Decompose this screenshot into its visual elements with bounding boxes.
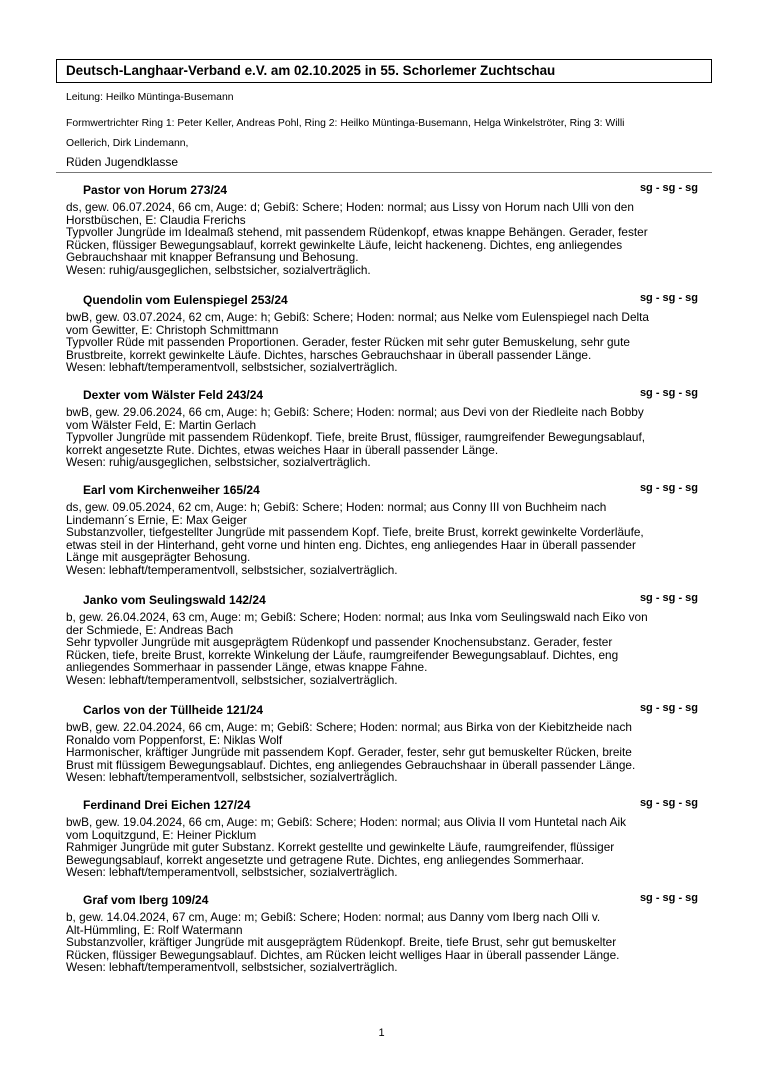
grade: sg - sg - sg xyxy=(639,702,698,714)
entry-text-line: Wesen: lebhaft/temperamentvoll, selbstsicher, sozialverträglich. xyxy=(66,960,398,974)
page-number: 1 xyxy=(378,1027,385,1039)
entry-header xyxy=(66,387,706,407)
entry-text-line: Wesen: lebhaft/temperamentvoll, selbstsicher, sozialverträglich. xyxy=(66,562,398,577)
entry-header xyxy=(66,292,706,312)
entry-text-line: bwB, gew. 03.07.2024, 62 cm, Auge: h; Gebiß: Schere; Hoden: normal; aus Nelke vom Eulenspiegel nach Delta xyxy=(66,310,649,324)
dog-name: Janko vom Seulingswald 142/24 xyxy=(83,593,266,607)
entry-text-line: bwB, gew. 29.06.2024, 66 cm, Auge: h; Gebiß: Schere; Hoden: normal; aus Devi von der Riedleite nach Bobby xyxy=(66,405,644,419)
dog-entry xyxy=(66,387,706,470)
leitung-line: Leitung: Heilko Müntinga-Busemann xyxy=(66,92,234,103)
entry-text-line: Wesen: lebhaft/temperamentvoll, selbstsicher, sozialverträglich. xyxy=(66,770,398,784)
grade: sg - sg - sg xyxy=(639,182,698,194)
entry-text-line: der Schmiede, E: Andreas Bach xyxy=(66,622,234,637)
dog-entry xyxy=(66,482,706,577)
entry-text-line: Substanzvoller, kräftiger Jungrüde mit ausgeprägtem Rüdenkopf. Breite, tiefe Brust, sehr gut bemuskelter xyxy=(66,935,617,949)
dog-name: Pastor von Horum 273/24 xyxy=(83,183,228,197)
grade: sg - sg - sg xyxy=(639,797,698,809)
dog-name: Carlos von der Tüllheide 121/24 xyxy=(83,703,264,717)
judges-line-1: Formwertrichter Ring 1: Peter Keller, Andreas Pohl, Ring 2: Heilko Müntinga-Busemann, Helga Winkelströter, Ring 3: Willi xyxy=(66,118,625,129)
entry-text-line: vom Loquitzgund, E: Heiner Picklum xyxy=(66,827,257,842)
entry-text-line: Brust mit flüssigem Bewegungsablauf. Dichtes, eng anliegendes Gebrauchshaar in überall passender Länge. xyxy=(66,757,636,772)
dog-entry xyxy=(66,592,706,687)
entry-text-line: Wesen: lebhaft/temperamentvoll, selbstsicher, sozialverträglich. xyxy=(66,360,398,374)
dog-name: Ferdinand Drei Eichen 127/24 xyxy=(83,798,251,812)
entry-text-line: Alt-Hümmling, E: Rolf Watermann xyxy=(66,922,243,937)
entry-text-line: Wesen: lebhaft/temperamentvoll, selbstsicher, sozialverträglich. xyxy=(66,672,398,687)
class-title: Rüden Jugendklasse xyxy=(66,155,179,169)
dog-entry xyxy=(66,892,706,975)
entry-header xyxy=(66,182,706,202)
grade: sg - sg - sg xyxy=(639,592,698,604)
grade: sg - sg - sg xyxy=(639,892,698,904)
entry-text-line: Lindemann´s Ernie, E: Max Geiger xyxy=(66,512,247,527)
entry-text-line: anliegendes Sommerhaar in passender Länge, etwas knappe Fahne. xyxy=(66,660,428,674)
dog-entry xyxy=(66,797,706,880)
entry-text-line: Substanzvoller, tiefgestellter Jungrüde mit passendem Kopf. Tiefe, breite Brust, korrekt gewinkelte Vorderläufe, xyxy=(66,525,644,539)
entry-text-line: Rahmiger Jungrüde mit guter Substanz. Korrekt gestellte und gewinkelte Läufe, raumgreifender, flüssiger xyxy=(66,840,615,854)
entry-text-line: Gebrauchshaar mit knapper Befransung und Behosung. xyxy=(66,250,359,264)
entry-text-line: vom Gewitter, E: Christoph Schmittmann xyxy=(66,322,279,337)
entry-text-line: Sehr typvoller Jungrüde mit ausgeprägtem Rüdenkopf und passender Knochensubstanz. Gerader, fester xyxy=(66,635,613,649)
grade: sg - sg - sg xyxy=(639,292,698,304)
entry-text-line: Rücken, flüssiger Bewegungsablauf, korrekt gewinkelte Läufe, leicht hackeneng. Dichtes, eng anliegendes xyxy=(66,237,623,252)
entry-header xyxy=(66,892,706,912)
entry-text-line: Typvoller Rüde mit passenden Proportionen. Gerader, fester Rücken mit sehr guter Bemuskelung, sehr gute xyxy=(66,335,630,349)
entry-text-line: vom Wälster Feld, E: Martin Gerlach xyxy=(66,417,257,432)
header-divider xyxy=(56,172,712,173)
entry-text-line: etwas steil in der Hinterhand, geht vorne und hinten eng. Dichtes, eng anliegendes Haar in überall passender xyxy=(66,537,636,552)
entry-text-line: Typvoller Jungrüde mit passendem Rüdenkopf. Tiefe, breite Brust, flüssiger, raumgreifender Bewegungsablauf, xyxy=(66,430,646,444)
dog-entry xyxy=(66,182,706,277)
dog-name: Quendolin vom Eulenspiegel 253/24 xyxy=(83,293,288,307)
entry-text-line: b, gew. 14.04.2024, 67 cm, Auge: m; Gebiß: Schere; Hoden: normal; aus Danny vom Iberg nach Olli v. xyxy=(66,910,601,924)
document-title: Deutsch-Langhaar-Verband e.V. am 02.10.2025 in 55. Schorlemer Zuchtschau xyxy=(66,63,556,78)
grade: sg - sg - sg xyxy=(639,482,698,494)
entry-header xyxy=(66,702,706,722)
entry-header xyxy=(66,592,706,612)
entry-text-line: Länge mit ausgeprägter Behosung. xyxy=(66,550,251,564)
entry-text-line: Wesen: ruhig/ausgeglichen, selbstsicher, sozialverträglich. xyxy=(66,455,371,469)
entry-text-line: Brustbreite, korrekt gewinkelte Läufe. Dichtes, harsches Gebrauchshaar in überall passender Länge. xyxy=(66,347,592,362)
entry-text-line: korrekt angesetzte Rute. Dichtes, etwas weiches Haar in überall passender Länge. xyxy=(66,442,499,457)
entry-text-line: ds, gew. 09.05.2024, 62 cm, Auge: h; Gebiß: Schere; Hoden: normal; aus Conny III von Buchheim nach xyxy=(66,500,607,514)
entry-text-line: Wesen: ruhig/ausgeglichen, selbstsicher, sozialverträglich. xyxy=(66,262,371,277)
entry-text-line: Horstbüschen, E: Claudia Frerichs xyxy=(66,212,246,227)
entry-text-line: Rücken, flüssiger Bewegungsablauf. Dichtes, am Rücken leicht welliges Haar in überall passender Länge. xyxy=(66,947,620,962)
entry-text-line: bwB, gew. 22.04.2024, 66 cm, Auge: m; Gebiß: Schere; Hoden: normal; aus Birka von der Kiebitzheide nach xyxy=(66,720,632,734)
entry-text-line: b, gew. 26.04.2024, 63 cm, Auge: m; Gebiß: Schere; Hoden: normal; aus Inka vom Seulingswald nach Eiko von xyxy=(66,610,648,624)
dog-entry xyxy=(66,292,706,375)
dog-name: Earl vom Kirchenweiher 165/24 xyxy=(83,483,260,497)
entry-text-line: Wesen: lebhaft/temperamentvoll, selbstsicher, sozialverträglich. xyxy=(66,865,398,879)
entry-text-line: bwB, gew. 19.04.2024, 66 cm, Auge: m; Gebiß: Schere; Hoden: normal; aus Olivia II vom Huntetal nach Aik xyxy=(66,815,626,829)
grade: sg - sg - sg xyxy=(639,387,698,399)
entry-text-line: Harmonischer, kräftiger Jungrüde mit passendem Kopf. Gerader, fester, sehr gut bemuskelter Rücken, breite xyxy=(66,745,632,759)
entry-text-line: Typvoller Jungrüde im Idealmaß stehend, mit passendem Rüdenkopf, etwas knappe Behängen. Gerader, fester xyxy=(66,225,648,239)
entry-header xyxy=(66,482,706,502)
title-box xyxy=(56,59,712,83)
entry-header xyxy=(66,797,706,817)
entry-text-line: Ronaldo vom Poppenforst, E: Niklas Wolf xyxy=(66,732,283,747)
entry-text-line: Bewegungsablauf, korrekt angesetzte und getragene Rute. Dichtes, eng anliegendes Sommerhaar. xyxy=(66,852,585,867)
dog-name: Graf vom Iberg 109/24 xyxy=(83,893,209,907)
entry-text-line: ds, gew. 06.07.2024, 66 cm, Auge: d; Gebiß: Schere; Hoden: normal; aus Lissy von Horum nach Ulli von den xyxy=(66,200,634,214)
dog-name: Dexter vom Wälster Feld 243/24 xyxy=(83,388,264,402)
judges-line-2: Oellerich, Dirk Lindemann, xyxy=(66,138,189,149)
entry-text-line: Rücken, tiefe, breite Brust, korrekte Winkelung der Läufe, raumgreifender Bewegungsablauf. Dichtes, eng xyxy=(66,647,619,662)
dog-entry xyxy=(66,702,706,785)
